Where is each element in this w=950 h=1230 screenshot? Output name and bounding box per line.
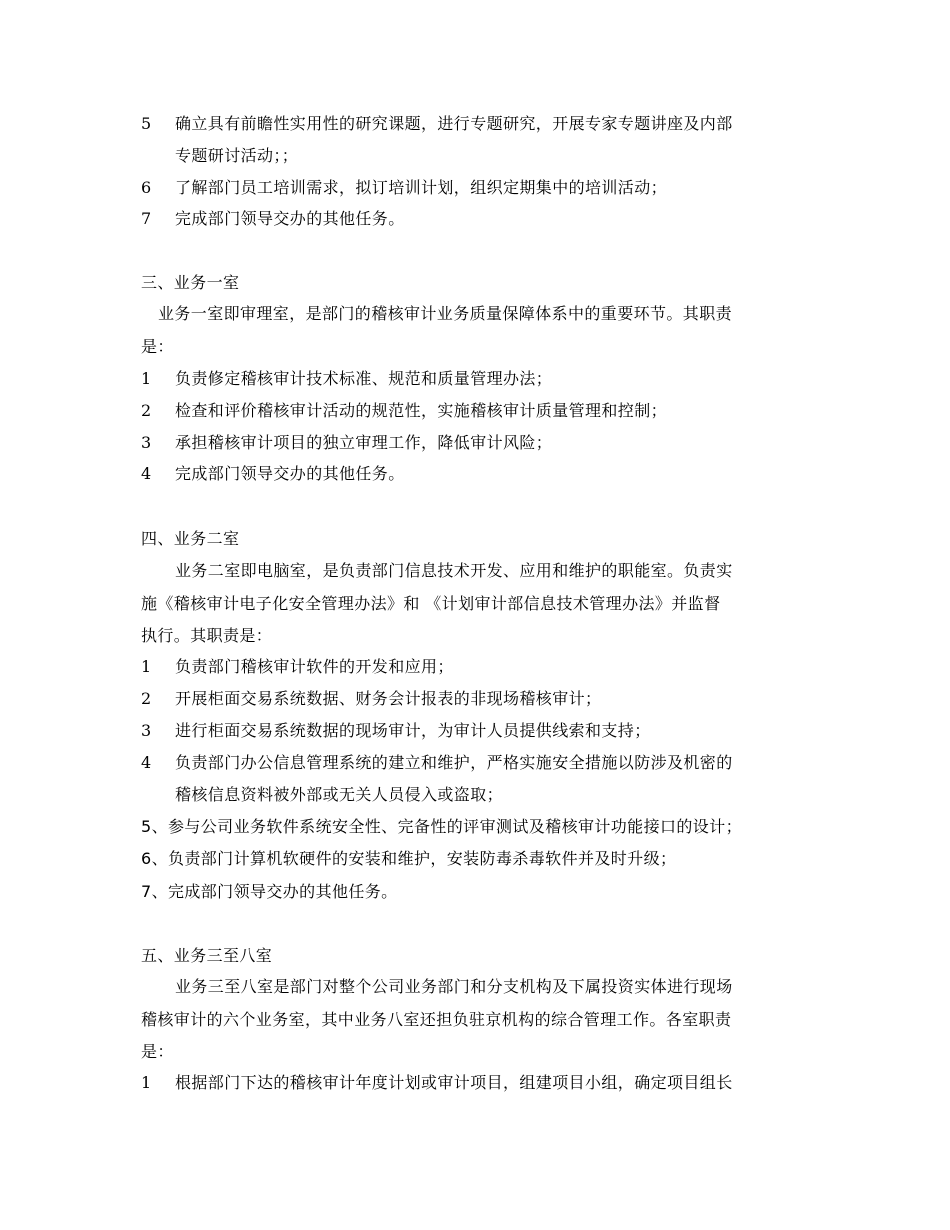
item-number: 5、 [141,817,168,836]
item-text: 负责部门办公信息管理系统的建立和维护，严格实施安全措施以防涉及机密的 [175,753,733,772]
item-number: 5 [141,114,152,133]
section-intro: 是： [141,337,174,356]
section-intro: 业务二室即电脑室，是负责部门信息技术开发、应用和维护的职能室。负责实 [175,561,733,580]
item-number: 7、 [141,882,168,901]
item-text: 开展柜面交易系统数据、财务会计报表的非现场稽核审计； [175,689,602,708]
list-item [141,657,454,677]
item-number: 4 [141,464,152,483]
list-item [141,753,733,773]
item-text: 检查和评价稽核审计活动的规范性，实施稽核审计质量管理和控制； [175,401,668,420]
item-text: 完成部门领导交办的其他任务。 [175,464,405,483]
list-item-continuation: 专题研讨活动；； [175,146,299,165]
list-item [141,817,742,837]
item-text: 负责部门计算机软硬件的安装和维护，安装防毒杀毒软件并及时升级； [167,849,677,868]
item-number: 7 [141,209,152,228]
section-intro: 稽核审计的六个业务室，其中业务八室还担负驻京机构的综合管理工作。各室职责 [141,1010,732,1029]
item-number: 1 [141,369,152,388]
section-intro: 施《稽核审计电子化安全管理办法》和 《计划审计部信息技术管理办法》并监督 [141,594,721,613]
section-intro: 执行。其职责是： [141,626,273,645]
list-item [141,114,733,134]
list-item [141,849,676,869]
section-intro: 业务一室即审理室，是部门的稽核审计业务质量保障体系中的重要环节。其职责 [158,304,733,323]
item-text: 负责修定稽核审计技术标准、规范和质量管理办法； [175,369,553,388]
item-text: 根据部门下达的稽核审计年度计划或审计项目，组建项目小组，确定项目组长 [175,1073,733,1092]
item-text: 完成部门领导交办的其他任务。 [167,882,398,901]
item-number: 2 [141,401,152,420]
list-item [141,1073,733,1093]
item-number: 2 [141,689,152,708]
item-text: 完成部门领导交办的其他任务。 [175,209,405,228]
list-item [141,209,405,229]
section-heading: 五、业务三至八室 [141,946,273,965]
section-intro: 是： [141,1042,174,1061]
item-text: 负责部门稽核审计软件的开发和应用； [175,657,454,676]
item-text: 进行柜面交易系统数据的现场审计，为审计人员提供线索和支持； [175,721,651,740]
list-item [141,689,601,709]
list-item [141,369,552,389]
item-number: 3 [141,433,152,452]
section-intro: 业务三至八室是部门对整个公司业务部门和分支机构及下属投资实体进行现场 [175,977,733,996]
list-item [141,464,405,484]
list-item-continuation: 稽核信息资料被外部或无关人员侵入或盗取； [175,785,504,804]
item-number: 3 [141,721,152,740]
item-number: 1 [141,657,152,676]
section-heading: 四、业务二室 [141,529,240,548]
list-item [141,882,398,902]
list-item [141,401,667,421]
item-text: 了解部门员工培训需求，拟订培训计划，组织定期集中的培训活动； [175,178,668,197]
item-text: 承担稽核审计项目的独立审理工作，降低审计风险； [175,433,553,452]
item-number: 6、 [141,849,168,868]
item-number: 1 [141,1073,152,1092]
item-text: 参与公司业务软件系统安全性、完备性的评审测试及稽核审计功能接口的设计； [167,817,742,836]
item-number: 4 [141,753,152,772]
section-heading: 三、业务一室 [141,273,240,292]
item-text: 确立具有前瞻性实用性的研究课题，进行专题研究，开展专家专题讲座及内部 [175,114,733,133]
list-item [141,433,552,453]
list-item [141,178,667,198]
list-item [141,721,651,741]
item-number: 6 [141,178,152,197]
